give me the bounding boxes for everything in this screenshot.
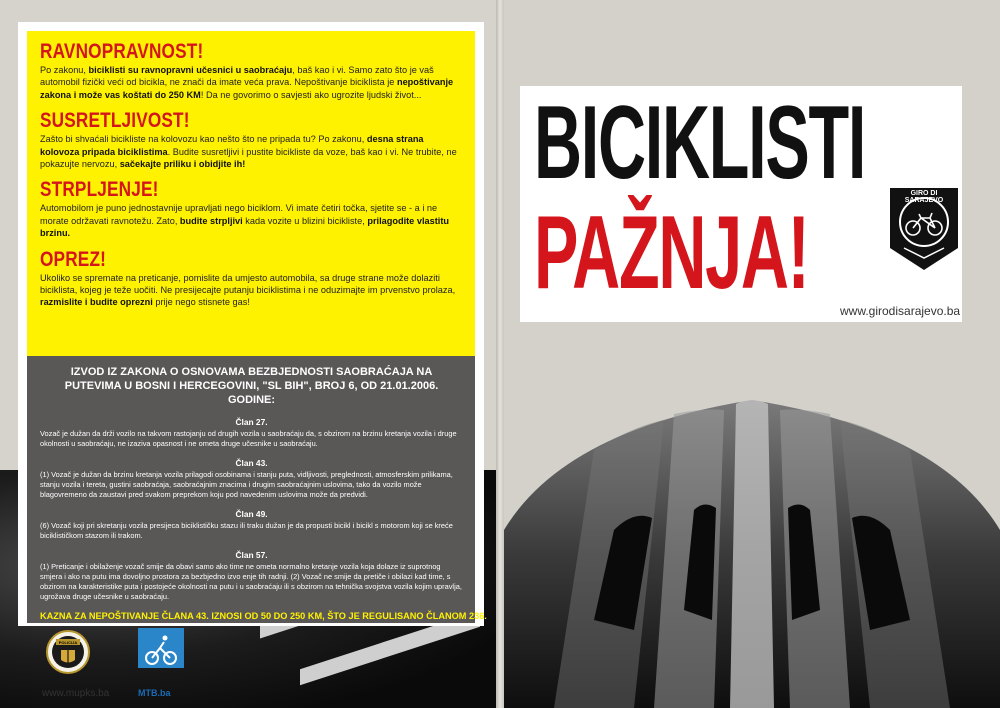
helmet-image	[504, 390, 1000, 708]
section-title: OPREZ!	[40, 247, 107, 271]
article-title: Član 27.	[235, 417, 268, 427]
section-text: Automobilom je puno jednostavnije upravljati nego biciklom. Vi imate četiri točka, sjetite se - a i ne morate održavati ravnotežu. Zato, budite strpljivi kada vozite u blizini bicikliste, prilagodite vlastitu brzinu.	[40, 203, 450, 239]
page-fold	[496, 0, 504, 708]
giro-url[interactable]: www.girodisarajevo.ba	[840, 304, 961, 318]
police-url[interactable]: www.mupks.ba	[42, 688, 110, 699]
article-title: Član 57.	[235, 550, 268, 560]
penalty-text: KAZNA ZA NEPOŠTIVANJE ČLANA 43. IZNOSI OD 50 DO 250 KM, ŠTO JE REGULISANO ČLANOM 236.	[40, 611, 487, 621]
article-title: Član 49.	[235, 509, 268, 519]
article-title: Član 43.	[235, 458, 268, 468]
advice-section	[27, 31, 475, 356]
title-line-2: PAŽNJA!	[534, 195, 809, 311]
left-page	[0, 0, 496, 708]
section-title: SUSRETLJIVOST!	[40, 109, 190, 133]
police-badge-text: POLICIJA	[58, 640, 78, 645]
article-text: (1) Vozač je dužan da brzinu kretanja vozila prilagodi osobinama i stanju puta, vidljivosti, preglednosti, atmosferskim prilikama, stanju vozila i tereta, gustini saobraćaja, saobraćajnim znacima i drugim saobraćajnim uslovima, tako da vozilo može blagovremeno da zaustavi pred svakom preprekom koju pod navedenim uslovima može da predvidi.	[40, 470, 453, 499]
title-line-1: BICIKLISTI	[534, 85, 866, 201]
law-heading: IZVOD IZ ZAKONA O OSNOVAMA BEZBJEDNOSTI SAOBRAĆAJA NA PUTEVIMA U BOSNI I HERCEGOVINI, "SL BIH", BROJ 6, OD 21.01.2006. GODINE:	[64, 366, 439, 406]
section-title: STRPLJENJE!	[40, 178, 159, 202]
police-badge-icon	[46, 628, 90, 676]
info-panel	[18, 22, 487, 626]
article-text: Vozač je dužan da drži vozilo na takvom rastojanju od drugih vozila u saobraćaju da, s obzirom na brzinu kretanja vozila i druge okolnosti u saobraćaju, ne izaziva opasnost i ne ometa druge učesnike u saobraćaju.	[40, 429, 457, 448]
article-text: (1) Preticanje i obilaženje vozač smije da obavi samo ako time ne ometa normalno kretanje vozila koja dolaze iz suprotnog smjera i ako na putu ima dovoljno prostora za bezbjedno izvo enje tih radnji. (2) Vozač ne smije da pretiče i obilazi kad time, s obzirom na karakteristike puta i postojeće okolnosti na putu i u saobraćaju ili s obzirom na tehnička svojstva vozila kojim upravlja, ugrožava druge učesnike u saobraćaju.	[40, 562, 462, 601]
section-text: Zašto bi shvaćali bicikliste na kolovozu kao nešto što ne pripada tu? Po zakonu, desna strana kolovoza pripada biciklistima. Budite susretljivi i pustite bicikliste da voze, baš kao i vi. Ne trubite, ne pokazujte nervozu, sačekajte priliku i obidjite ih!	[40, 134, 457, 170]
badge-label: GIRO DI SARAJEVO	[904, 190, 944, 204]
mtb-label[interactable]: MTB.ba	[138, 688, 171, 698]
section-text: Ukoliko se spremate na preticanje, pomislite da umjesto automobila, sa druge strane može dolaziti biciklista, kojeg je teže uočiti. Ne presijecajte putanju biciklistima i ne oduzimajte im prvenstvo prolaza, razmislite i budite oprezni prije nego stisnete gas!	[40, 272, 456, 308]
law-articles	[40, 417, 463, 602]
title-box	[520, 86, 962, 322]
mtb-logo-icon	[138, 628, 184, 680]
law-excerpt-section	[27, 356, 487, 623]
section-text: Po zakonu, biciklisti su ravnopravni učesnici u saobraćaju, baš kao i vi. Samo zato što je vaš automobil fizički veći od bicikla, ne znači da imate veća prava. Nepoštivanje biciklista je nepoštivanje zakona i može vas koštati do 250 KM! Da ne govorimo o savjesti ako ugrozite ljudski život...	[40, 65, 454, 100]
right-page	[504, 0, 1000, 708]
section-title: RAVNOPRAVNOST!	[40, 40, 204, 63]
article-text: (6) Vozač koji pri skretanju vozila presijeca biciklističku stazu ili traku dužan je da propusti bicikl i bicikl s motorom koji se kreće biciklističkom stazom ili trakom.	[40, 521, 453, 540]
